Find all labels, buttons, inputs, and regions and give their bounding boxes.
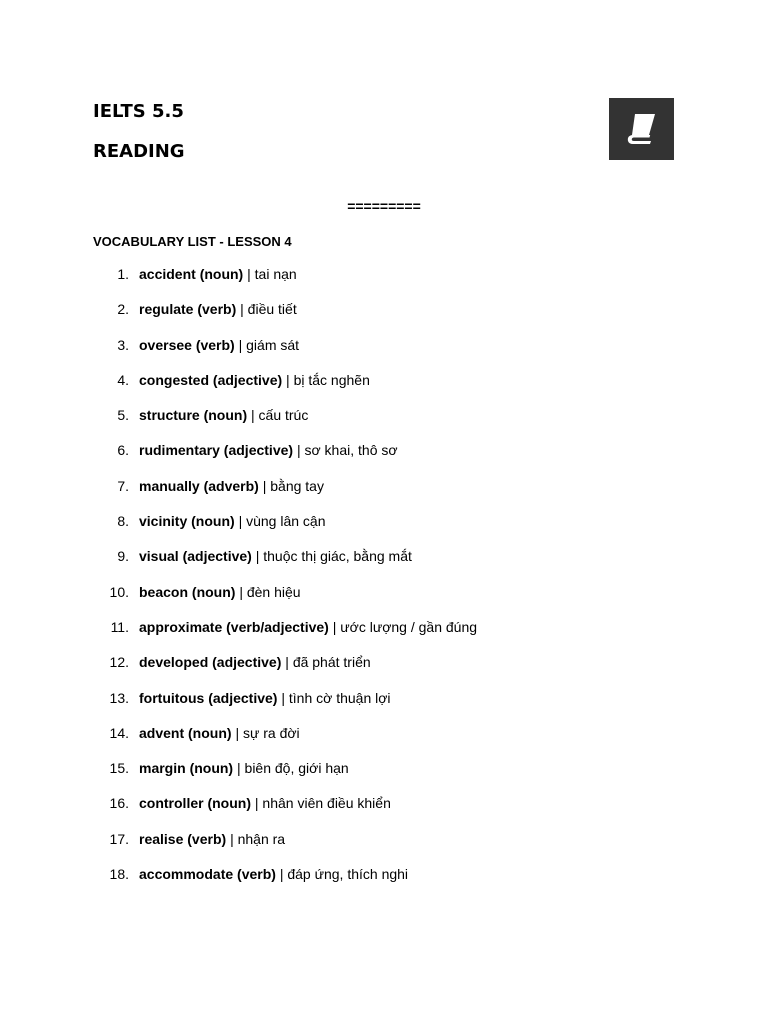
- item-number: 2.: [117, 301, 129, 318]
- vocabulary-meaning: thuộc thị giác, bằng mắt: [263, 548, 412, 565]
- vocabulary-term: margin (noun): [139, 760, 234, 777]
- separator: |: [286, 371, 290, 388]
- item-number: 18.: [109, 866, 129, 883]
- separator: |: [296, 442, 301, 459]
- vocabulary-term: beacon (noun): [139, 583, 236, 600]
- vocabulary-entry: [139, 831, 285, 848]
- vocabulary-meaning: bằng tay: [270, 477, 324, 494]
- separator: |: [235, 724, 240, 741]
- vocabulary-term: manually (adverb): [139, 477, 259, 494]
- vocabulary-entry: [139, 725, 300, 742]
- vocabulary-list-title: VOCABULARY LIST - LESSON 4: [93, 234, 292, 249]
- item-number: 5.: [117, 407, 129, 424]
- vocabulary-term: accommodate (verb): [139, 866, 276, 883]
- item-number: 13.: [109, 689, 129, 706]
- separator: |: [238, 336, 243, 353]
- item-number: 3.: [117, 336, 129, 353]
- section-divider: =========: [347, 198, 421, 214]
- vocabulary-entry: [139, 513, 326, 530]
- item-number: 11.: [110, 618, 129, 635]
- item-number: 9.: [117, 548, 129, 565]
- document-subtitle: READING: [93, 141, 185, 162]
- vocabulary-entry: [139, 442, 398, 459]
- vocabulary-term: controller (noun): [139, 795, 251, 812]
- vocabulary-term: approximate (verb/adjective): [139, 618, 329, 635]
- vocabulary-meaning: đã phát triển: [292, 654, 371, 671]
- vocabulary-meaning: giám sát: [246, 336, 300, 353]
- vocabulary-meaning: sự ra đời: [242, 724, 300, 741]
- vocabulary-entry: [139, 584, 301, 601]
- vocabulary-meaning: cấu trúc: [258, 407, 309, 424]
- vocabulary-meaning: đáp ứng, thích nghi: [287, 866, 409, 883]
- book-icon: [624, 111, 659, 147]
- separator: |: [262, 477, 267, 494]
- vocabulary-term: accident (noun): [139, 266, 244, 282]
- vocabulary-meaning: bị tắc nghẽn: [293, 371, 370, 388]
- vocabulary-term: visual (adjective): [139, 548, 252, 565]
- vocabulary-entry: [139, 760, 349, 777]
- vocabulary-term: oversee (verb): [139, 336, 235, 353]
- vocabulary-entry: [139, 407, 308, 424]
- separator: |: [254, 795, 259, 812]
- separator: |: [240, 301, 244, 318]
- separator: |: [332, 618, 337, 635]
- item-number: 8.: [117, 513, 129, 530]
- vocabulary-term: regulate (verb): [139, 301, 237, 318]
- vocabulary-meaning: đèn hiệu: [246, 583, 301, 600]
- vocabulary-term: advent (noun): [139, 724, 232, 741]
- vocabulary-term: developed (adjective): [139, 654, 282, 671]
- vocabulary-term: realise (verb): [139, 830, 227, 847]
- vocabulary-entry: [139, 654, 371, 671]
- book-logo: [609, 98, 674, 160]
- item-number: 14.: [109, 724, 129, 741]
- item-number: 1.: [117, 266, 129, 282]
- vocabulary-meaning: nhân viên điều khiển: [262, 795, 391, 812]
- separator: |: [255, 548, 260, 565]
- vocabulary-entry: [139, 690, 391, 707]
- item-number: 4.: [117, 371, 129, 388]
- item-number: 17.: [109, 830, 129, 847]
- separator: |: [281, 689, 285, 706]
- vocabulary-entry: [139, 337, 299, 354]
- vocabulary-meaning: tình cờ thuận lợi: [288, 689, 391, 706]
- document-title: IELTS 5.5: [93, 101, 184, 122]
- vocabulary-entry: [139, 478, 324, 495]
- vocabulary-entry: [139, 301, 297, 318]
- vocabulary-meaning: điều tiết: [247, 301, 297, 318]
- separator: |: [239, 583, 243, 600]
- vocabulary-term: rudimentary (adjective): [139, 442, 294, 459]
- item-number: 10.: [109, 583, 129, 600]
- separator: |: [238, 513, 243, 530]
- vocabulary-meaning: tai nạn: [254, 266, 297, 282]
- vocabulary-term: structure (noun): [139, 407, 248, 424]
- vocabulary-term: congested (adjective): [139, 371, 283, 388]
- vocabulary-meaning: biên độ, giới hạn: [244, 760, 349, 777]
- item-number: 12.: [109, 654, 129, 671]
- item-number: 15.: [109, 760, 129, 777]
- item-number: 16.: [109, 795, 129, 812]
- vocabulary-entry: [139, 372, 370, 389]
- vocabulary-meaning: ước lượng / gần đúng: [340, 618, 478, 635]
- separator: |: [285, 654, 289, 671]
- separator: |: [251, 407, 255, 424]
- separator: |: [279, 866, 284, 883]
- separator: |: [247, 266, 251, 282]
- vocabulary-entry: [139, 866, 408, 883]
- vocabulary-entry: [139, 795, 391, 812]
- vocabulary-meaning: sơ khai, thô sơ: [304, 442, 398, 459]
- vocabulary-term: fortuitous (adjective): [139, 689, 278, 706]
- vocabulary-meaning: nhận ra: [237, 830, 286, 847]
- item-number: 7.: [117, 477, 129, 494]
- vocabulary-meaning: vùng lân cận: [246, 513, 326, 530]
- separator: |: [230, 830, 234, 847]
- item-number: 6.: [117, 442, 129, 459]
- vocabulary-entry: [139, 619, 477, 636]
- vocabulary-term: vicinity (noun): [139, 513, 235, 530]
- vocabulary-entry: [139, 548, 412, 565]
- vocabulary-entry: [139, 266, 297, 283]
- separator: |: [237, 760, 241, 777]
